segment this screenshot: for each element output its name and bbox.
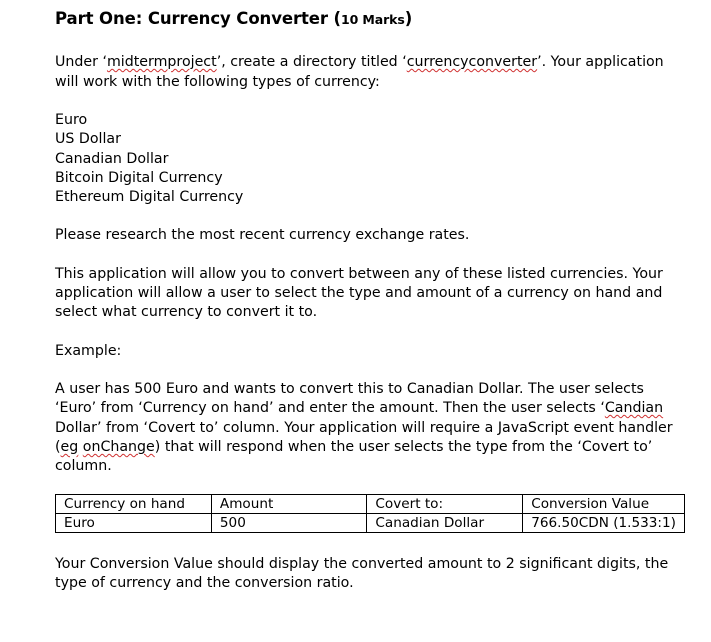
example-line-5: column. (55, 458, 112, 474)
example-line-3: Dollar’ from ‘Covert to’ column. Your application will require a JavaScript event handler (55, 420, 673, 436)
currency-item: US Dollar (55, 131, 121, 147)
table-header-cell: Currency on hand (56, 495, 212, 514)
example-line-2: ‘Euro’ from ‘Currency on hand’ and enter the amount. Then the user selects ‘Candian (55, 400, 664, 416)
section-title: Part One: Currency Converter (10 Marks) (55, 9, 413, 28)
example-line-4: (eg onChange) that will respond when the user selects the type from the ‘Covert to’ (55, 439, 653, 455)
table-cell: Canadian Dollar (367, 514, 523, 533)
currency-item: Bitcoin Digital Currency (55, 170, 223, 186)
currency-item: Ethereum Digital Currency (55, 189, 244, 205)
table-header-cell: Covert to: (367, 495, 523, 514)
spellcheck-candian: Candian (604, 400, 664, 416)
currency-item: Euro (55, 112, 88, 128)
footer-line-2: type of currency and the conversion ratio. (55, 575, 354, 591)
table-cell: 500 (211, 514, 367, 533)
table-header-row (56, 495, 685, 514)
spellcheck-eg: eg (60, 439, 79, 455)
table-header-cell: Amount (211, 495, 367, 514)
table-row (56, 514, 685, 533)
example-label: Example: (55, 343, 122, 359)
description-line-3: select what currency to convert it to. (55, 304, 318, 320)
marks-label: 10 Marks (340, 12, 405, 27)
description-line-2: application will allow a user to select the type and amount of a currency on hand and (55, 285, 663, 301)
currency-item: Canadian Dollar (55, 151, 169, 167)
description-line-1: This application will allow you to convert between any of these listed currencies. Your (55, 266, 663, 282)
spellcheck-currencyconverter: currencyconverter (406, 54, 538, 70)
intro-line-2: will work with the following types of currency: (55, 74, 380, 90)
table-cell: Euro (56, 514, 212, 533)
spellcheck-midtermproject: midtermproject (106, 54, 217, 70)
conversion-table (55, 494, 685, 533)
table-cell: 766.50CDN (1.533:1) (523, 514, 685, 533)
intro-line-1: Under ‘midtermproject’, create a directory titled ‘currencyconverter’. Your application (55, 54, 664, 70)
example-line-1: A user has 500 Euro and wants to convert this to Canadian Dollar. The user selects (55, 381, 644, 397)
footer-line-1: Your Conversion Value should display the converted amount to 2 significant digits, the (55, 556, 669, 572)
research-text: Please research the most recent currency exchange rates. (55, 227, 470, 243)
spellcheck-onchange: onChange (82, 439, 155, 455)
table-header-cell: Conversion Value (523, 495, 685, 514)
